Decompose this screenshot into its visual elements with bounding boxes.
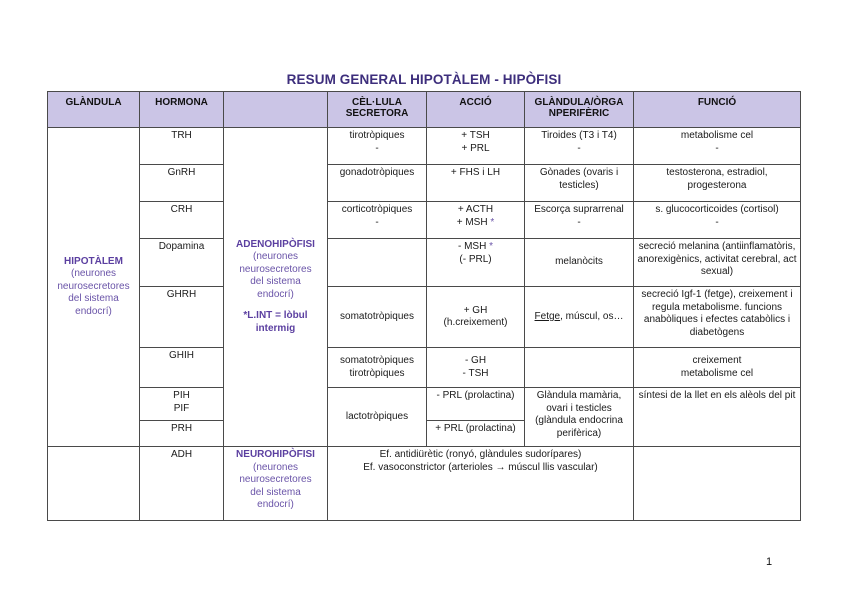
funcio-ghih-2: metabolisme cel (680, 367, 754, 379)
neurohipofisi-cell (224, 447, 328, 521)
funcio-trh-2: - (715, 142, 719, 154)
glandula-pih-3: (glàndula endocrina (535, 415, 623, 426)
hormona-trh: TRH (140, 128, 224, 165)
hipotalem-desc-3: del sistema (68, 293, 119, 305)
table-row (48, 202, 801, 239)
hipotalem-desc-4: endocrí) (75, 305, 112, 317)
accio-crh-2 (430, 217, 521, 230)
neurohipofisi-desc-2: neurosecretores (239, 474, 312, 485)
accio-crh-1: + ACTH (457, 204, 494, 215)
hormona-dopamina: Dopamina (140, 239, 224, 287)
glandula-pih-2: ovari i testicles (546, 402, 612, 414)
adenohipofisi-desc-2: neurosecretores (239, 263, 312, 275)
funcio-crh-1: s. glucocorticoides (cortisol) (655, 204, 779, 215)
hipotalem-desc-2: neurosecretores (57, 280, 130, 292)
cellula-crh (328, 202, 427, 239)
funcio-trh-1: metabolisme cel (680, 130, 754, 141)
funcio-ghrh-1: secreció Igf-1 (fetge), creixement i (641, 289, 793, 300)
accio-ghih-1: - GH (464, 355, 487, 366)
header-blank (224, 92, 328, 128)
funcio-crh-2: - (715, 216, 719, 228)
table-row (48, 128, 801, 165)
hormona-prh: PRH (140, 421, 224, 447)
header-row (48, 92, 801, 128)
accio-trh-2: + PRL (461, 142, 490, 154)
hormona-ghrh: GHRH (140, 287, 224, 348)
cellula-ghih-2: tirotròpiques (349, 367, 405, 379)
glandula-gnrh-1: Gònades (ovaris i (539, 167, 619, 178)
header-hormona: HORMONA (140, 92, 224, 128)
accio-crh (427, 202, 525, 239)
adenohipofisi-name: ADENOHIPÒFISI (236, 238, 315, 250)
accio-pih: - PRL (prolactina) (427, 388, 525, 421)
funcio-adh (634, 447, 801, 521)
accio-ghrh (427, 287, 525, 348)
page-number: 1 (766, 556, 773, 568)
accio-dopamina-1-text: - MSH (457, 241, 487, 252)
funcio-gnrh-1: testosterona, estradiol, (666, 167, 768, 178)
glandula-crh-1: Escorça suprarrenal (534, 204, 624, 215)
cellula-ghih (328, 348, 427, 388)
funcio-dopamina-2: anorexigènics, activitat cerebral, act (637, 253, 797, 265)
accio-ghih (427, 348, 525, 388)
funcio-dopamina (634, 239, 801, 287)
accio-gnrh: + FHS i LH (427, 165, 525, 202)
hormona-ghih: GHIH (140, 348, 224, 388)
glandula-trh-1: Tiroides (T3 i T4) (541, 130, 617, 141)
adenohipofisi-desc-1: (neurones (252, 251, 299, 263)
glandula-crh (525, 202, 634, 239)
cellula-crh-1: corticotròpiques (341, 204, 413, 215)
adenohipofisi-cell (224, 128, 328, 447)
accio-trh-1: + TSH (461, 130, 490, 141)
table-row (48, 447, 801, 521)
cellula-trh-1: tirotròpiques (349, 130, 405, 141)
cellula-ghrh: somatotròpiques (328, 287, 427, 348)
accio-crh-2-text: + MSH (456, 216, 488, 228)
glandula-ghrh-fetge: Fetge (534, 310, 561, 322)
accio-dopamina-1-star: * (486, 241, 493, 252)
glandula-pih-1: Glàndula mamària, (536, 390, 622, 401)
header-glandula-organ-line2: NPERIFÈRIC (548, 108, 610, 119)
table-row (48, 388, 801, 421)
accio-adh (328, 447, 634, 521)
funcio-pih: síntesi de la llet en els alèols del pit (634, 388, 801, 447)
funcio-gnrh-2: progesterona (687, 179, 747, 191)
funcio-ghrh-3: anabòliques i efectes catabòlics i (643, 314, 791, 325)
accio-prh: + PRL (prolactina) (427, 421, 525, 447)
adenohipofisi-note-2: intermig (255, 322, 296, 334)
cellula-trh (328, 128, 427, 165)
cellula-pih: lactotròpiques (328, 388, 427, 447)
header-glandula: GLÀNDULA (48, 92, 140, 128)
funcio-crh (634, 202, 801, 239)
header-glandula-organ (525, 92, 634, 128)
funcio-dopamina-3: sexual) (700, 266, 734, 277)
table-row (48, 348, 801, 388)
neurohipofisi-desc-4: endocrí) (257, 499, 294, 510)
hormona-adh: ADH (140, 447, 224, 521)
hormona-crh: CRH (140, 202, 224, 239)
hipotalem-cell (48, 128, 140, 447)
glandula-gnrh (525, 165, 634, 202)
cellula-ghih-1: somatotròpiques (340, 355, 414, 366)
adenohipofisi-desc-4: endocrí) (257, 288, 294, 300)
accio-adh-2: Ef. vasoconstrictor (arterioles → múscul llis vascular) (363, 461, 598, 473)
table-row (48, 239, 801, 287)
glandula-gnrh-2: testicles) (559, 179, 599, 191)
funcio-ghih-1: creixement (692, 355, 742, 366)
accio-crh-2-star: * (487, 216, 495, 228)
hipotalem-blank-cell (48, 447, 140, 521)
hipotalem-name: HIPOTÀLEM (64, 255, 123, 267)
glandula-dopamina: melanòcits (525, 239, 634, 287)
funcio-ghih (634, 348, 801, 388)
accio-trh (427, 128, 525, 165)
cellula-dopamina (328, 239, 427, 287)
table-row (48, 165, 801, 202)
hormona-pih-2: PIF (173, 402, 190, 414)
cellula-gnrh: gonadotròpiques (328, 165, 427, 202)
hormona-gnrh: GnRH (140, 165, 224, 202)
cellula-crh-2: - (375, 216, 379, 228)
header-cellula-line2: SECRETORA (345, 108, 409, 119)
adenohipofisi-note-1: *L.INT = lòbul (243, 310, 308, 322)
hormona-pih (140, 388, 224, 421)
glandula-crh-2: - (577, 216, 581, 228)
glandula-trh (525, 128, 634, 165)
header-accio: ACCIÓ (427, 92, 525, 128)
accio-ghrh-2: (h.creixement) (443, 317, 508, 328)
accio-ghih-2: - TSH (462, 367, 489, 379)
funcio-ghrh-4: diabetògens (689, 326, 745, 338)
funcio-trh (634, 128, 801, 165)
glandula-pih-4: perifèrica) (556, 427, 602, 439)
funcio-ghrh-2: regula metabolisme. funcions (651, 301, 783, 313)
accio-adh-1: Ef. antidiürètic (ronyó, glàndules sudorípares) (379, 449, 582, 460)
hormona-pih-1: PIH (173, 390, 190, 401)
accio-dopamina (427, 239, 525, 287)
glandula-ghrh-rest: , múscul, os… (560, 310, 624, 322)
neurohipofisi-desc-3: del sistema (250, 486, 301, 498)
funcio-dopamina-1: secreció melanina (antiinflamatòris, (638, 241, 796, 252)
table-row (48, 287, 801, 348)
funcio-ghrh (634, 287, 801, 348)
accio-dopamina-2: (- PRL) (459, 253, 492, 265)
accio-dopamina-1 (430, 241, 521, 254)
glandula-trh-2: - (577, 142, 581, 154)
funcio-gnrh (634, 165, 801, 202)
hipotalem-desc-1: (neurones (70, 268, 117, 280)
cellula-trh-2: - (375, 142, 379, 154)
glandula-ghrh (525, 287, 634, 348)
page-title: RESUM GENERAL HIPOTÀLEM - HIPÒFISI (286, 72, 562, 87)
adenohipofisi-desc-3: del sistema (250, 276, 301, 288)
header-glandula-organ-line1: GLÀNDULA/ÒRGA (534, 97, 624, 108)
neurohipofisi-desc-1: (neurones (252, 461, 299, 473)
accio-ghrh-1: + GH (463, 304, 488, 316)
header-funcio: FUNCIÓ (634, 92, 801, 128)
header-cellula-line1: CÈL·LULA (352, 97, 402, 108)
glandula-ghih (525, 348, 634, 388)
neurohipofisi-name: NEUROHIPÒFISI (236, 449, 315, 460)
summary-table (47, 91, 801, 521)
glandula-pih (525, 388, 634, 447)
header-cellula-secretora (328, 92, 427, 128)
